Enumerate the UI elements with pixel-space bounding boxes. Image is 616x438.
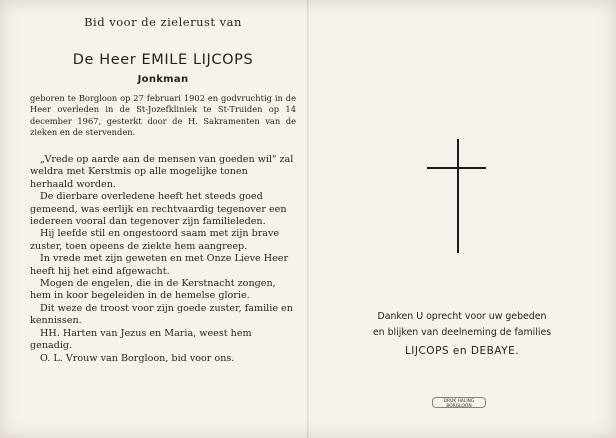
deceased-name: De Heer EMILE LIJCOPS — [72, 52, 254, 68]
families-names: LIJCOPS en DEBAYE. — [404, 345, 520, 357]
memorial-paragraph: HH. Harten van Jezus en Maria, weest hem genadig. — [30, 327, 252, 352]
cross-icon-bar — [427, 167, 486, 169]
memorial-paragraph: O. L. Vrouw van Borgloon, bid voor ons. — [40, 352, 235, 364]
memorial-paragraph: Mogen de engelen, die in de Kerstnacht zongen, hem in koor begeleiden in de hemelse glorie. — [30, 278, 276, 302]
memorial-paragraph: In vrede met zijn geweten en met Onze Lieve Heer heeft hij het eind afgewacht. — [30, 253, 289, 277]
cross-icon — [457, 139, 459, 253]
printer-stamp — [432, 397, 486, 408]
thanks-line: Danken U oprecht voor uw gebeden — [377, 311, 547, 322]
printer-town: BORGLOON — [446, 404, 472, 409]
fold-line — [307, 0, 309, 438]
memorial-paragraph: „Vrede op aarde aan de mensen van goeden wil" zal weldra met Kerstmis op alle mogelijke tonen herhaald worden. — [30, 154, 294, 190]
thanks-line: en blijken van deelneming de families — [372, 327, 552, 338]
printer-name: DRUK HALING — [443, 399, 475, 404]
memorial-paragraph: De dierbare overledene heeft het steeds goed gemeend, was eerlijk en rechtvaardig tegenover een iedereen vooral dan tegenover zijn familieleden. — [30, 191, 287, 228]
deceased-subtitle: Jonkman — [137, 74, 189, 85]
memorial-paragraph: Dit weze de troost voor zijn goede zuster, familie en kennissen. — [30, 302, 293, 327]
biography: geboren te Borgloon op 27 februari 1902 en godvruchtig in de Heer overleden in de St-Jozefkliniek te St-Truiden op 14 december 1967, gesterkt door de H. Sakramenten van de zieken en de stervenden. — [30, 93, 296, 138]
memorial-text — [30, 154, 294, 365]
memorial-paragraph: Hij leefde stil en ongestoord saam met zijn brave zuster, toen opeens de ziekte hem aangreep. — [30, 228, 280, 252]
card-heading: Bid voor de zielerust van — [84, 15, 242, 29]
thanks-text — [362, 309, 562, 341]
